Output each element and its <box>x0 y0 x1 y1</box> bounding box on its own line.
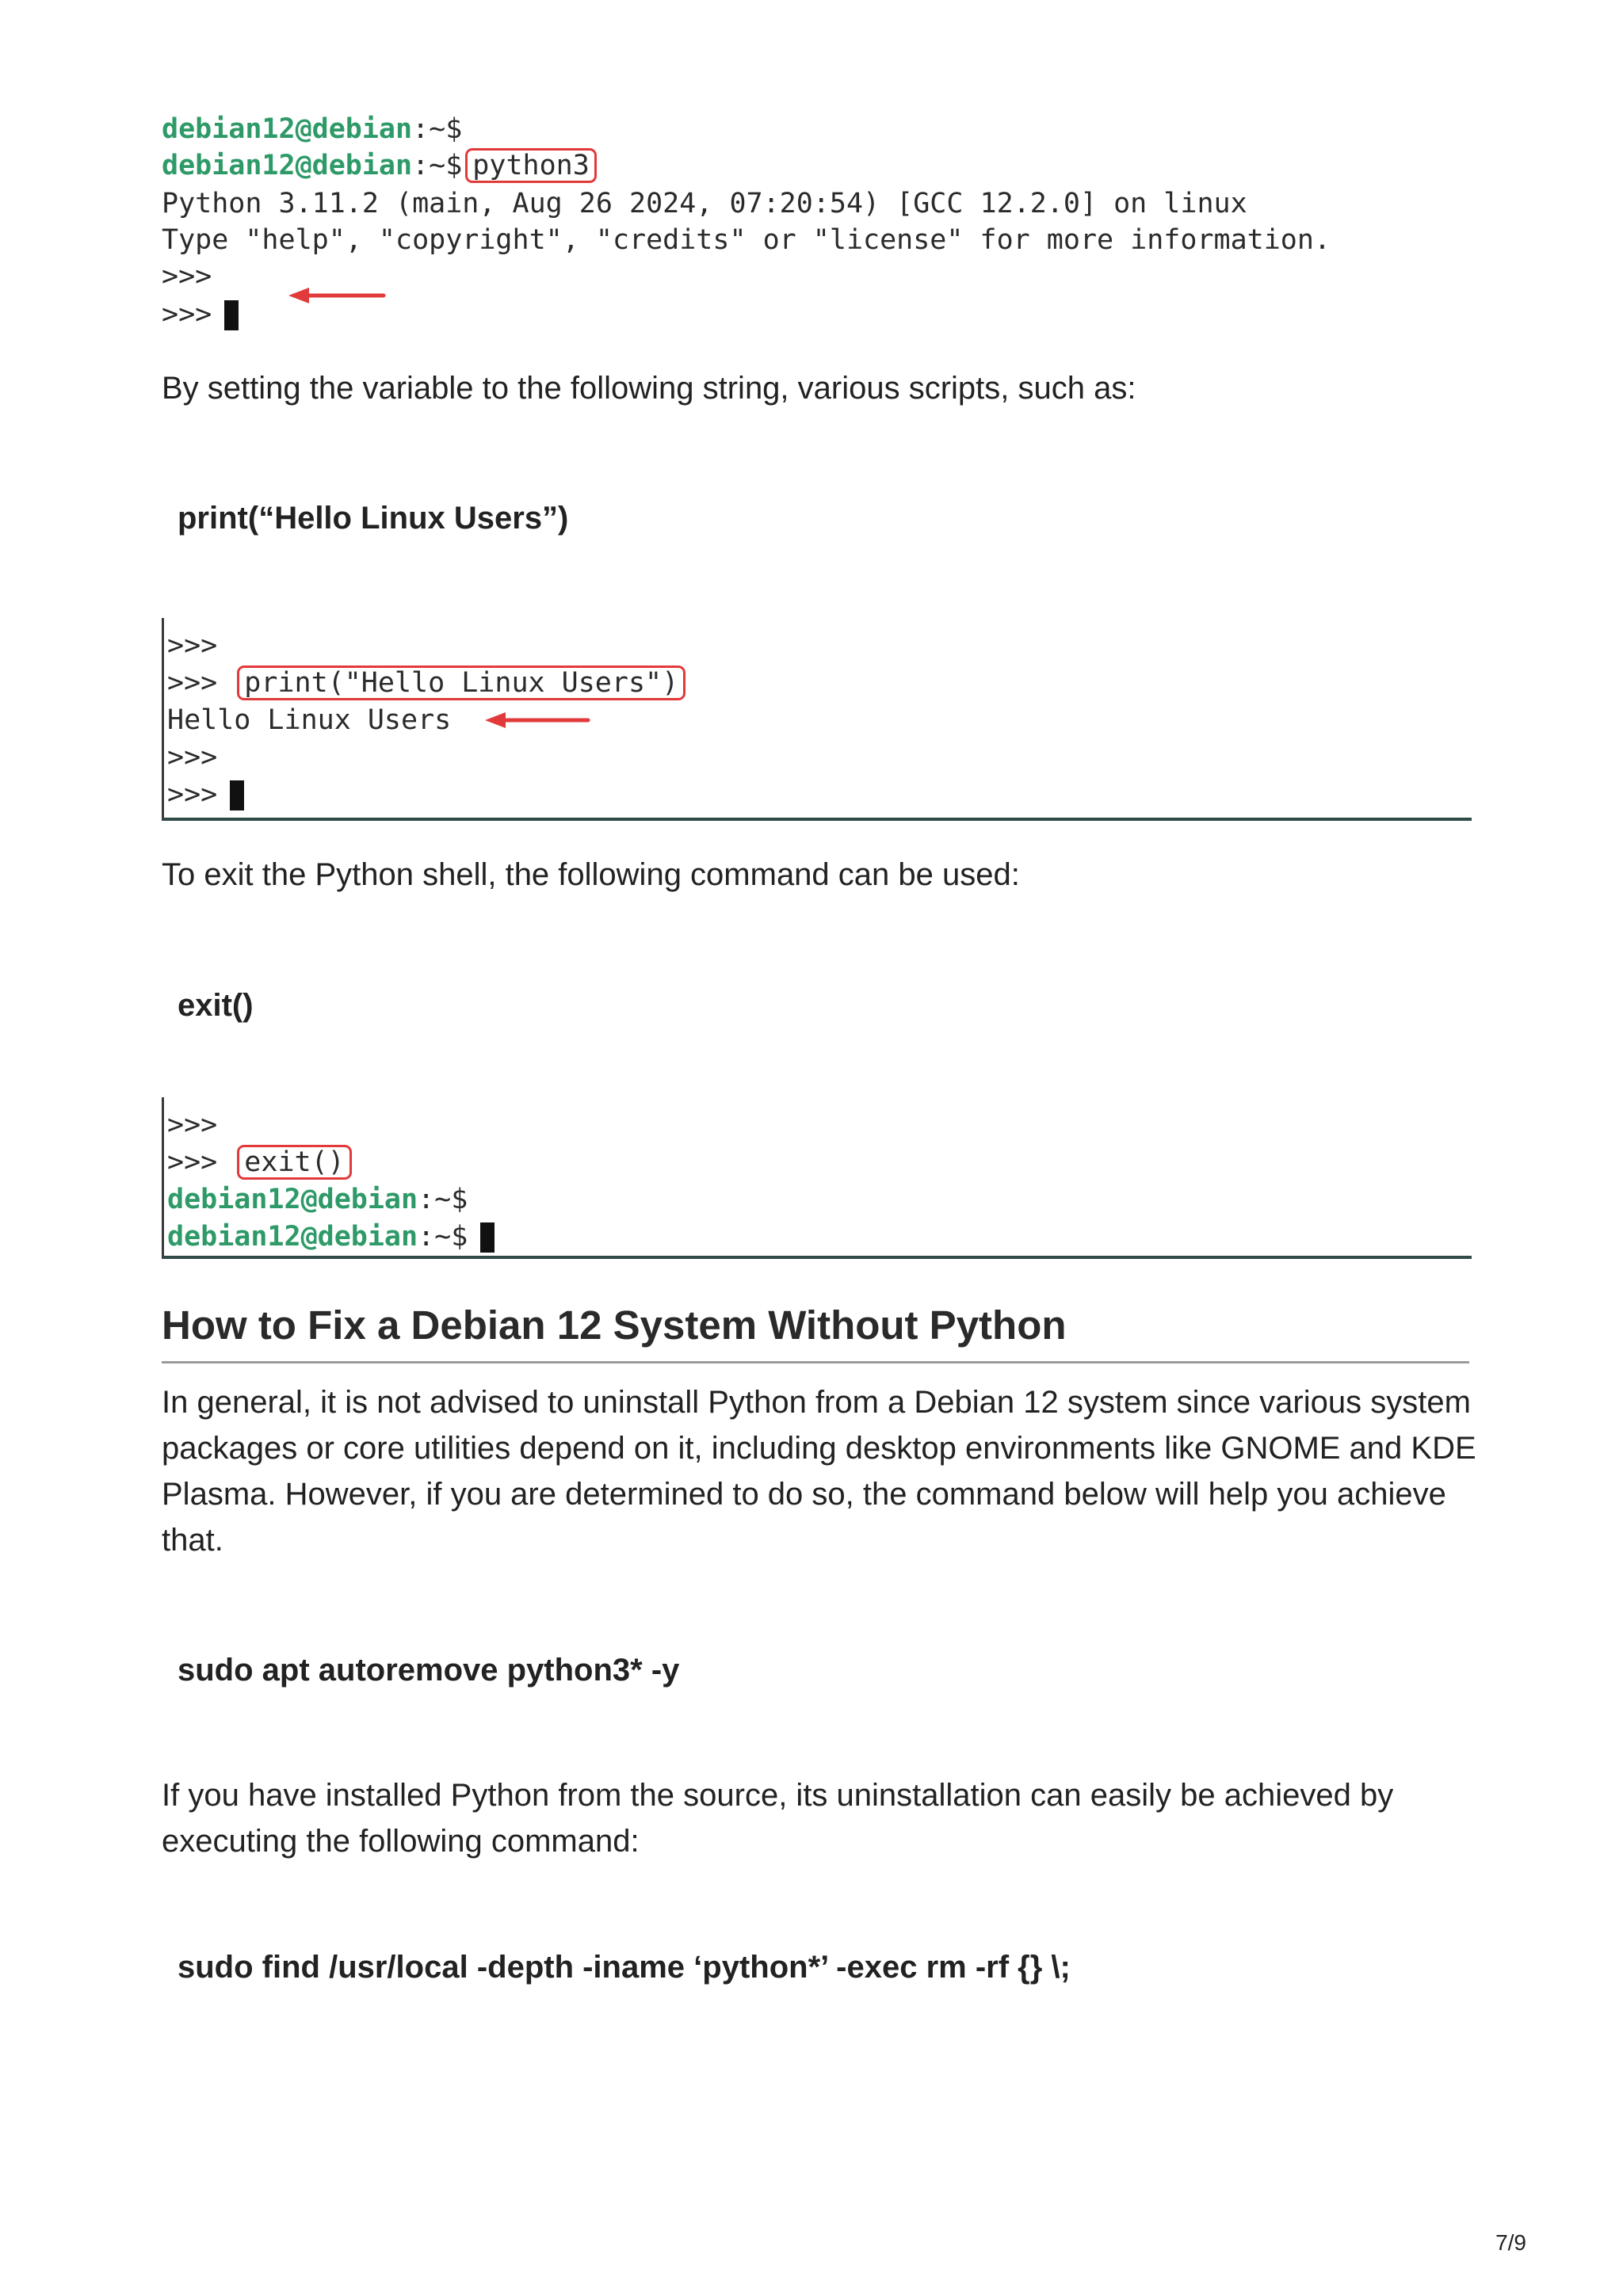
paragraph-source-install: If you have installed Python from the source, its uninstallation can easily be achieved by executing the following command: <box>162 1778 1394 1859</box>
paragraph-warning: In general, it is not advised to uninstall Python from a Debian 12 system since various system packages or core utilities depend on it, including desktop environments like GNOME and KDE Plasma. However, if you are determined to do so, the command below will help you achieve that. <box>162 1385 1476 1558</box>
terminal-prompt: >>> <box>162 261 212 292</box>
terminal-prompt: >>> <box>162 299 212 330</box>
terminal-output-line: Python 3.11.2 (main, Aug 26 2024, 07:20:54) [GCC 12.2.0] on linux <box>162 188 1247 219</box>
command-autoremove: sudo apt autoremove python3* -y <box>178 1653 680 1688</box>
terminal-user: debian12@debian <box>162 150 413 181</box>
paragraph-exit: To exit the Python shell, the following command can be used: <box>162 857 1020 892</box>
terminal-prompt-symbol: :~$ <box>418 1184 468 1215</box>
terminal-prompt: >>> <box>167 1146 218 1178</box>
terminal-prompt: >>> <box>167 667 218 699</box>
command-print: print(“Hello Linux Users”) <box>178 501 569 536</box>
terminal-prompt: >>> <box>167 630 218 662</box>
red-arrow-icon <box>285 284 388 307</box>
command-exit: exit() <box>178 988 254 1023</box>
terminal-prompt-symbol: :~$ <box>412 113 463 145</box>
terminal-prompt: >>> <box>167 1109 218 1141</box>
terminal-line <box>167 1181 468 1218</box>
terminal-prompt-symbol: :~$ <box>412 150 463 181</box>
terminal-line <box>162 296 239 333</box>
highlighted-command: python3 <box>465 148 597 183</box>
highlighted-command: print("Hello Linux Users") <box>237 666 685 700</box>
red-arrow-icon <box>482 708 593 732</box>
cursor-icon <box>230 780 244 810</box>
highlighted-command: exit() <box>237 1145 351 1180</box>
terminal-line <box>167 776 244 813</box>
terminal-line <box>162 111 462 147</box>
terminal-user: debian12@debian <box>162 113 413 145</box>
terminal-line <box>167 665 685 701</box>
terminal-line <box>167 1219 495 1255</box>
page-number: 7/9 <box>1495 2230 1526 2255</box>
terminal-prompt: >>> <box>167 779 218 810</box>
terminal-output-line: Type "help", "copyright", "credits" or "license" for more information. <box>162 224 1331 256</box>
terminal-line <box>167 1144 352 1180</box>
terminal-prompt-symbol: :~$ <box>418 1221 468 1253</box>
cursor-icon <box>480 1222 495 1253</box>
paragraph-intro: By setting the variable to the following string, various scripts, such as: <box>162 371 1136 406</box>
command-find-remove: sudo find /usr/local -depth -iname ‘python*’ -exec rm -rf {} \; <box>178 1950 1071 1985</box>
terminal-output-line: Hello Linux Users <box>167 704 452 736</box>
terminal-screenshot-exit <box>162 1097 1472 1259</box>
terminal-screenshot-print <box>162 618 1472 821</box>
terminal-line <box>162 147 597 184</box>
terminal-user: debian12@debian <box>167 1184 418 1215</box>
terminal-user: debian12@debian <box>167 1221 418 1253</box>
terminal-prompt: >>> <box>167 742 218 773</box>
section-heading: How to Fix a Debian 12 System Without Python <box>162 1299 1469 1363</box>
cursor-icon <box>224 300 239 330</box>
